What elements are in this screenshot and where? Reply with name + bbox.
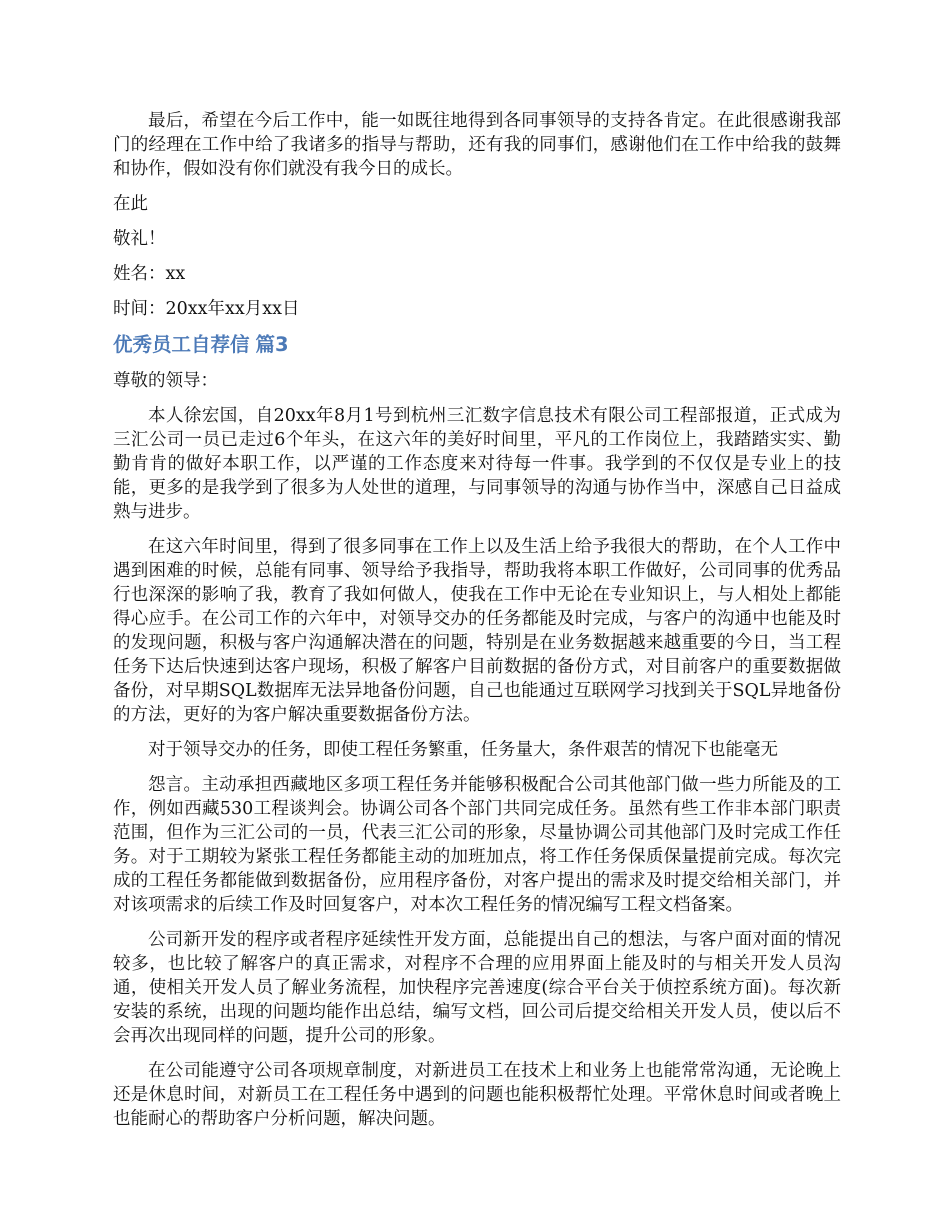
body-paragraph-5: 公司新开发的程序或者程序延续性开发方面，总能提出自己的想法，与客户面对面的情况较多，也比较了解客户的真正需求，对程序不合理的应用界面上能及时的与相关开发人员沟通，使相关开发人员了解业务流程，加快程序完善速度(综合平台关于侦控系统方面)。每次新安装的系统，出现的问题均能作出总结，编写文档，回公司后提交给相关开发人员，使以后不会再次出现同样的问题，提升公司的形象。 [113,930,841,1046]
section-title: 优秀员工自荐信 [113,333,250,356]
body-paragraph-3: 对于领导交办的任务，即使工程任务繁重，任务量大，条件艰苦的情况下也能毫无 [148,740,778,760]
body-paragraph-6: 在公司能遵守公司各项规章制度，对新进员工在技术上和业务上也能常常沟通，无论晚上还是休息时间，对新员工在工程任务中遇到的问题也能积极帮忙处理。平常休息时间或者晚上也能耐心的帮助客户分析问题，解决问题。 [113,1061,841,1129]
closing-paragraph: 最后，希望在今后工作中，能一如既往地得到各同事领导的支持各肯定。在此很感谢我部门的经理在工作中给了我诸多的指导与帮助，还有我的同事们，感谢他们在工作中给我的鼓舞和协作，假如没有你们就没有我今日的成长。 [113,111,841,179]
body-paragraph-4: 怨言。主动承担西藏地区多项工程任务并能够积极配合公司其他部门做一些力所能及的工作，例如西藏530工程谈判会。协调公司各个部门共同完成任务。虽然有些工作非本部门职责范围，但作为三汇公司的一员，代表三汇公司的形象，尽量协调公司其他部门及时完成工作任务。对于工期较为紧张工程任务都能主动的加班加点，将工作任务保质保量提前完成。每次完成的工程任务都能做到数据备份，应用程序备份，对客户提出的需求及时提交给相关部门，并对该项需求的后续工作及时回复客户，对本次工程任务的情况编写工程文档备案。 [113,775,841,915]
section-heading [113,332,841,358]
body-paragraph-2: 在这六年时间里，得到了很多同事在工作上以及生活上给予我很大的帮助，在个人工作中遇到困难的时候，总能有同事、领导给予我指导，帮助我将本职工作做好，公司同事的优秀品行也深深的影响了我，教育了我如何做人，使我在工作中无论在专业知识上，与人相处上都能得心应手。在公司工作的六年中，对领导交办的任务都能及时完成，与客户的沟通中也能及时的发现问题，积极与客户沟通解决潜在的问题，特别是在业务数据越来越重要的今日，当工程任务下达后快速到达客户现场，积极了解客户目前数据的备份方式，对目前客户的重要数据做备份，对早期SQL数据库无法异地备份问题，自己也能通过互联网学习找到关于SQL异地备份的方法，更好的为客户解决重要数据备份方法。 [113,537,841,725]
salute-line-2: 敬礼！ [113,229,166,249]
document-page [113,109,841,1142]
signature-date: 时间：20xx年xx月xx日 [113,299,300,319]
salute-line-1: 在此 [113,194,148,214]
signature-name: 姓名：xx [113,264,186,284]
greeting: 尊敬的领导： [113,371,218,391]
body-paragraph-1: 本人徐宏国，自20xx年8月1号到杭州三汇数字信息技术有限公司工程部报道，正式成为三汇公司一员已走过6个年头，在这六年的美好时间里，平凡的工作岗位上，我踏踏实实、勤勤肯肯的做好本职工作，以严谨的工作态度来对待每一件事。我学到的不仅仅是专业上的技能，更多的是我学到了很多为人处世的道理，与同事领导的沟通与协作当中，深感自己日益成熟与进步。 [113,406,841,522]
section-tag: 篇3 [255,333,289,356]
